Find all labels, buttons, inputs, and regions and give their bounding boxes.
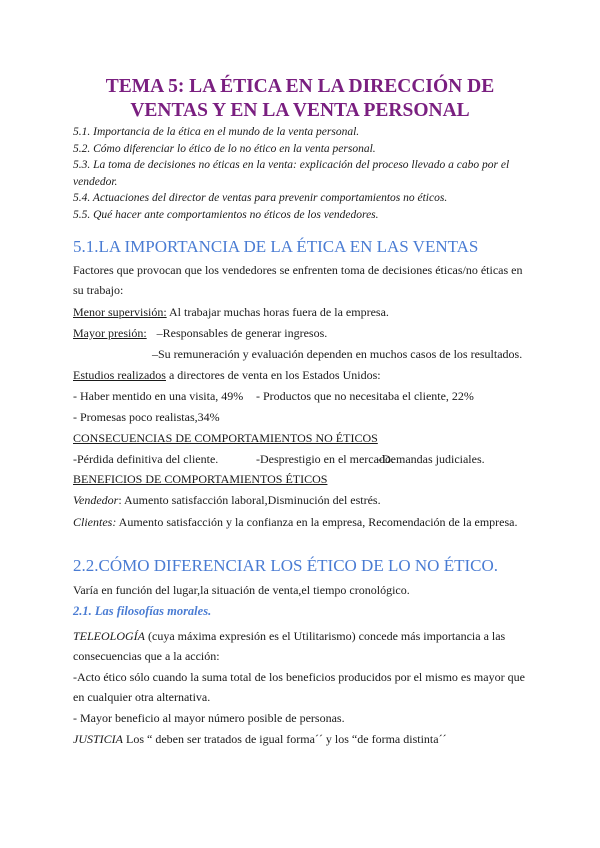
toc-item-3: 5.3. La toma de decisiones no éticas en la venta: explicación del proceso llevado a cabo por el vendedor. bbox=[73, 159, 510, 188]
consecuencia-2: -Desprestigio en el mercado. bbox=[256, 452, 394, 466]
document-title-line-1: TEMA 5: LA ÉTICA EN LA DIRECCIÓN DE bbox=[105, 76, 495, 97]
toc-item-5: 5.5. Qué hacer ante comportamientos no éticos de los vendedores. bbox=[73, 209, 379, 221]
consecuencias-heading: CONSECUENCIAS DE COMPORTAMIENTOS NO ÉTICOS bbox=[73, 431, 378, 445]
mayor-presion-text-2: –Su remuneración y evaluación dependen en muchos casos de los resultados. bbox=[152, 347, 523, 361]
toc-item-2: 5.2. Cómo diferenciar lo ético de lo no ético en la venta personal. bbox=[73, 142, 376, 155]
consecuencia-3: -Demandas judiciales. bbox=[378, 452, 485, 466]
document-title-line-2: VENTAS Y EN LA VENTA PERSONAL bbox=[130, 100, 470, 121]
beneficios-heading: BENEFICIOS DE COMPORTAMIENTOS ÉTICOS bbox=[73, 472, 328, 486]
mayor-presion-text-1: –Responsables de generar ingresos. bbox=[156, 326, 328, 340]
section-2-intro: Varía en función del lugar,la situación de venta,el tiempo cronológico. bbox=[73, 583, 410, 597]
estudios-line bbox=[73, 367, 381, 384]
section-2-subheading: 2.1. Las filosofías morales. bbox=[73, 604, 212, 618]
teleologia-text: (cuya máxima expresión es el Utilitarismo) concede más importancia a las consecuencias que a la acción: bbox=[73, 629, 506, 663]
menor-supervision-line bbox=[73, 304, 389, 321]
mayor-presion-line bbox=[73, 325, 327, 342]
section-1-heading: 5.1.LA IMPORTANCIA DE LA ÉTICA EN LAS VENTAS bbox=[73, 237, 479, 256]
vendedor-line bbox=[73, 492, 381, 509]
toc-item-1: 5.1. Importancia de la ética en el mundo de la venta personal. bbox=[73, 126, 360, 138]
clientes-label: Clientes: bbox=[73, 515, 117, 529]
teleologia-label: TELEOLOGÍA bbox=[73, 629, 146, 643]
estudios-bullet-1b: - Productos que no necesitaba el cliente, 22% bbox=[256, 389, 474, 403]
justicia-line bbox=[73, 731, 447, 748]
consecuencia-1: -Pérdida definitiva del cliente. bbox=[73, 452, 219, 466]
section-1-intro: Factores que provocan que los vendedores se enfrenten toma de decisiones éticas/no éticas en su trabajo: bbox=[73, 263, 523, 297]
mayor-presion-label: Mayor presión: bbox=[73, 326, 147, 340]
estudios-text: a directores de venta en los Estados Unidos: bbox=[165, 368, 381, 382]
vendedor-text: : Aumento satisfacción laboral,Disminución del estrés. bbox=[118, 493, 381, 507]
estudios-bullet-2: - Promesas poco realistas,34% bbox=[73, 410, 220, 424]
section-2-heading: 2.2.CÓMO DIFERENCIAR LOS ÉTICO DE LO NO ÉTICO. bbox=[73, 556, 498, 575]
menor-supervision-label: Menor supervisión: bbox=[73, 305, 167, 319]
teleologia-paragraph bbox=[73, 626, 533, 666]
toc-item-4: 5.4. Actuaciones del director de ventas para prevenir comportamientos no éticos. bbox=[73, 192, 448, 205]
vendedor-label: Vendedor bbox=[73, 493, 119, 507]
teleologia-point-1: -Acto ético sólo cuando la suma total de los beneficios producidos por el mismo es mayor que en cualquier otra alternativa. bbox=[73, 670, 525, 704]
clientes-text: Aumento satisfacción y la confianza en la empresa, Recomendación de la empresa. bbox=[116, 515, 518, 529]
teleologia-point-2: - Mayor beneficio al mayor número posible de personas. bbox=[73, 711, 345, 725]
justicia-label: JUSTICIA bbox=[73, 732, 123, 746]
menor-supervision-text: Al trabajar muchas horas fuera de la empresa. bbox=[166, 305, 389, 319]
estudios-label: Estudios realizados bbox=[73, 368, 166, 382]
clientes-line bbox=[73, 514, 518, 531]
estudios-bullet-1a: - Haber mentido en una visita, 49% bbox=[73, 389, 244, 403]
justicia-text: Los “ deben ser tratados de igual forma´´ y los “de forma distinta´´ bbox=[123, 732, 447, 746]
